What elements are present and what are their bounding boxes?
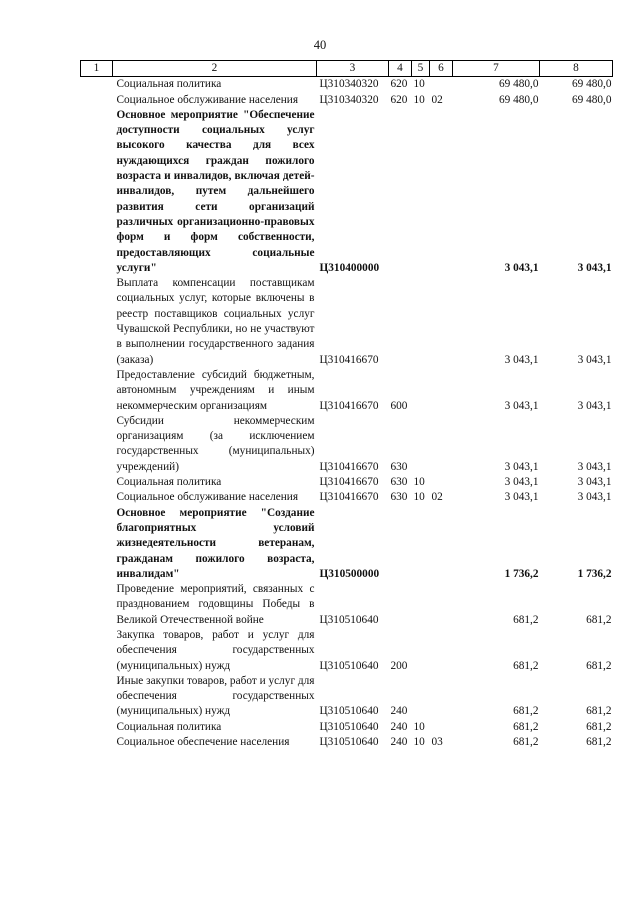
row-amount-col7-cell: 681,2 (513, 613, 539, 626)
row-section-cell (412, 674, 430, 720)
row-name-cell: Основное мероприятие "Создание благоприятных условий жизнедеятельности ветеранам, гражданам пожилого возраста, инвалидам" (116, 506, 315, 580)
row-subsection-cell (430, 276, 453, 368)
row-name-cell: Социальное обслуживание населения (116, 93, 299, 106)
table-row (81, 108, 613, 276)
row-number-cell (81, 108, 113, 276)
row-expense-type-cell: 620 (390, 78, 408, 91)
row-amount-col8-cell: 681,2 (586, 705, 612, 718)
row-code-cell: Ц310500000 (319, 567, 380, 580)
row-amount-col8-cell: 681,2 (586, 736, 612, 749)
row-number-cell (81, 77, 113, 93)
row-subsection-cell (430, 414, 453, 475)
row-amount-col7-cell: 3 043,1 (504, 261, 539, 274)
row-name-cell: Основное мероприятие "Обеспечение доступности социальных услуг высокого качества для всех нуждающихся граждан пожилого возраста и инвалидов, включая детей-инвалидов, путем дальнейшего развития сети организаций различных организационно-правовых форм и форм собственности, предоставляющих социальные услуги" (116, 108, 315, 274)
row-section-cell: 10 (413, 476, 425, 489)
row-amount-col7-cell: 69 480,0 (498, 93, 539, 106)
row-expense-type-cell: 240 (390, 720, 408, 733)
table-row (81, 720, 613, 735)
row-amount-col8-cell: 1 736,2 (577, 567, 612, 580)
row-expense-type-cell (389, 276, 412, 368)
row-amount-col8-cell: 681,2 (586, 659, 612, 672)
row-section-cell (412, 414, 430, 475)
row-subsection-cell (430, 108, 453, 276)
table-row (81, 93, 613, 108)
column-header: 8 (540, 61, 613, 77)
row-subsection-cell (430, 582, 453, 628)
table-row (81, 414, 613, 475)
row-subsection-cell (430, 368, 453, 414)
column-header: 6 (430, 61, 453, 77)
row-code-cell: Ц310416670 (319, 399, 379, 412)
row-number-cell (81, 475, 113, 490)
row-code-cell: Ц310400000 (319, 261, 380, 274)
row-name-cell: Иные закупки товаров, работ и услуг для обеспечения государственных (муниципальных) нужд (116, 674, 315, 718)
row-section-cell: 10 (413, 491, 425, 504)
row-amount-col7-cell: 681,2 (513, 659, 539, 672)
row-amount-col8-cell: 69 480,0 (571, 78, 612, 91)
row-code-cell: Ц310340320 (319, 93, 379, 106)
row-name-cell: Закупка товаров, работ и услуг для обеспечения государственных (муниципальных) нужд (116, 628, 315, 672)
row-number-cell (81, 720, 113, 735)
budget-table (80, 60, 613, 750)
row-section-cell (412, 368, 430, 414)
row-subsection-cell (430, 77, 453, 93)
column-header: 3 (317, 61, 389, 77)
row-amount-col7-cell: 681,2 (513, 720, 539, 733)
row-name-cell: Социальная политика (116, 78, 222, 91)
row-code-cell: Ц310510640 (319, 736, 379, 749)
row-amount-col8-cell: 3 043,1 (577, 476, 612, 489)
row-number-cell (81, 368, 113, 414)
row-expense-type-cell (389, 506, 412, 582)
row-amount-col7-cell: 69 480,0 (498, 78, 539, 91)
row-subsection-cell: 02 (431, 491, 443, 504)
row-amount-col8-cell: 69 480,0 (571, 93, 612, 106)
row-code-cell: Ц310510640 (319, 659, 379, 672)
row-amount-col8-cell: 681,2 (586, 720, 612, 733)
row-expense-type-cell: 630 (390, 460, 408, 473)
row-expense-type-cell: 240 (390, 705, 408, 718)
row-number-cell (81, 674, 113, 720)
row-amount-col7-cell: 681,2 (513, 705, 539, 718)
table-header (81, 61, 613, 77)
row-expense-type-cell (389, 582, 412, 628)
column-header: 4 (389, 61, 412, 77)
table-row (81, 628, 613, 674)
table-row (81, 368, 613, 414)
row-code-cell: Ц310510640 (319, 613, 379, 626)
row-amount-col7-cell: 3 043,1 (504, 399, 539, 412)
table-row (81, 506, 613, 582)
row-section-cell (412, 582, 430, 628)
row-name-cell: Социальная политика (116, 720, 222, 733)
row-code-cell: Ц310340320 (319, 78, 379, 91)
row-name-cell: Выплата компенсации поставщикам социальных услуг, которые включены в реестр поставщиков социальных услуг Чувашской Республики, но не участвуют в выполнении государственного задания (заказа) (116, 277, 315, 366)
row-name-cell: Социальная политика (116, 476, 222, 489)
row-number-cell (81, 506, 113, 582)
row-subsection-cell (430, 628, 453, 674)
row-expense-type-cell (389, 108, 412, 276)
row-amount-col7-cell: 3 043,1 (504, 353, 539, 366)
row-code-cell: Ц310510640 (319, 705, 379, 718)
row-amount-col8-cell: 3 043,1 (577, 261, 612, 274)
row-code-cell: Ц310510640 (319, 720, 379, 733)
row-amount-col8-cell: 3 043,1 (577, 491, 612, 504)
row-code-cell: Ц310416670 (319, 476, 379, 489)
row-amount-col7-cell: 681,2 (513, 736, 539, 749)
table-row (81, 735, 613, 750)
page-number: 40 (313, 38, 327, 52)
row-number-cell (81, 735, 113, 750)
row-expense-type-cell: 200 (390, 659, 408, 672)
row-number-cell (81, 490, 113, 505)
table-row (81, 582, 613, 628)
row-section-cell: 10 (413, 93, 425, 106)
row-amount-col7-cell: 3 043,1 (504, 491, 539, 504)
row-amount-col8-cell: 3 043,1 (577, 460, 612, 473)
row-amount-col8-cell: 3 043,1 (577, 353, 612, 366)
row-expense-type-cell: 620 (390, 93, 408, 106)
row-subsection-cell: 02 (431, 93, 443, 106)
row-number-cell (81, 93, 113, 108)
row-section-cell: 10 (413, 736, 425, 749)
table-row (81, 276, 613, 368)
header-row (81, 61, 613, 77)
table-row (81, 490, 613, 505)
row-code-cell: Ц310416670 (319, 491, 379, 504)
table-row (81, 674, 613, 720)
row-section-cell: 10 (413, 78, 425, 91)
row-section-cell (412, 276, 430, 368)
row-number-cell (81, 276, 113, 368)
row-name-cell: Предоставление субсидий бюджетным, автономным учреждениям и иным некоммерческим организациям (116, 368, 315, 412)
row-name-cell: Социальное обеспечение населения (116, 736, 290, 749)
row-expense-type-cell: 240 (390, 736, 408, 749)
row-subsection-cell (430, 506, 453, 582)
row-number-cell (81, 628, 113, 674)
row-code-cell: Ц310416670 (319, 460, 379, 473)
row-subsection-cell (430, 720, 453, 735)
row-subsection-cell: 03 (431, 736, 443, 749)
row-number-cell (81, 414, 113, 475)
row-expense-type-cell: 630 (390, 476, 408, 489)
column-header: 5 (412, 61, 430, 77)
column-header: 7 (453, 61, 540, 77)
row-name-cell: Проведение мероприятий, связанных с празднованием годовщины Победы в Великой Отечественной войне (116, 583, 315, 626)
row-amount-col7-cell: 3 043,1 (504, 476, 539, 489)
row-code-cell: Ц310416670 (319, 353, 379, 366)
row-section-cell (412, 108, 430, 276)
row-expense-type-cell: 600 (390, 399, 408, 412)
table-body (81, 77, 613, 751)
row-subsection-cell (430, 475, 453, 490)
row-name-cell: Субсидии некоммерческим организациям (за исключением государственных (муниципальных) учреждений) (116, 414, 315, 473)
table-row (81, 475, 613, 490)
row-section-cell: 10 (413, 720, 425, 733)
row-name-cell: Социальное обслуживание населения (116, 491, 299, 504)
row-expense-type-cell: 630 (390, 491, 408, 504)
row-number-cell (81, 582, 113, 628)
column-header: 1 (81, 61, 113, 77)
column-header: 2 (113, 61, 317, 77)
row-section-cell (412, 506, 430, 582)
table-row (81, 77, 613, 93)
row-amount-col7-cell: 1 736,2 (504, 567, 539, 580)
row-subsection-cell (430, 674, 453, 720)
row-amount-col8-cell: 681,2 (586, 613, 612, 626)
row-amount-col8-cell: 3 043,1 (577, 399, 612, 412)
row-amount-col7-cell: 3 043,1 (504, 460, 539, 473)
row-section-cell (412, 628, 430, 674)
